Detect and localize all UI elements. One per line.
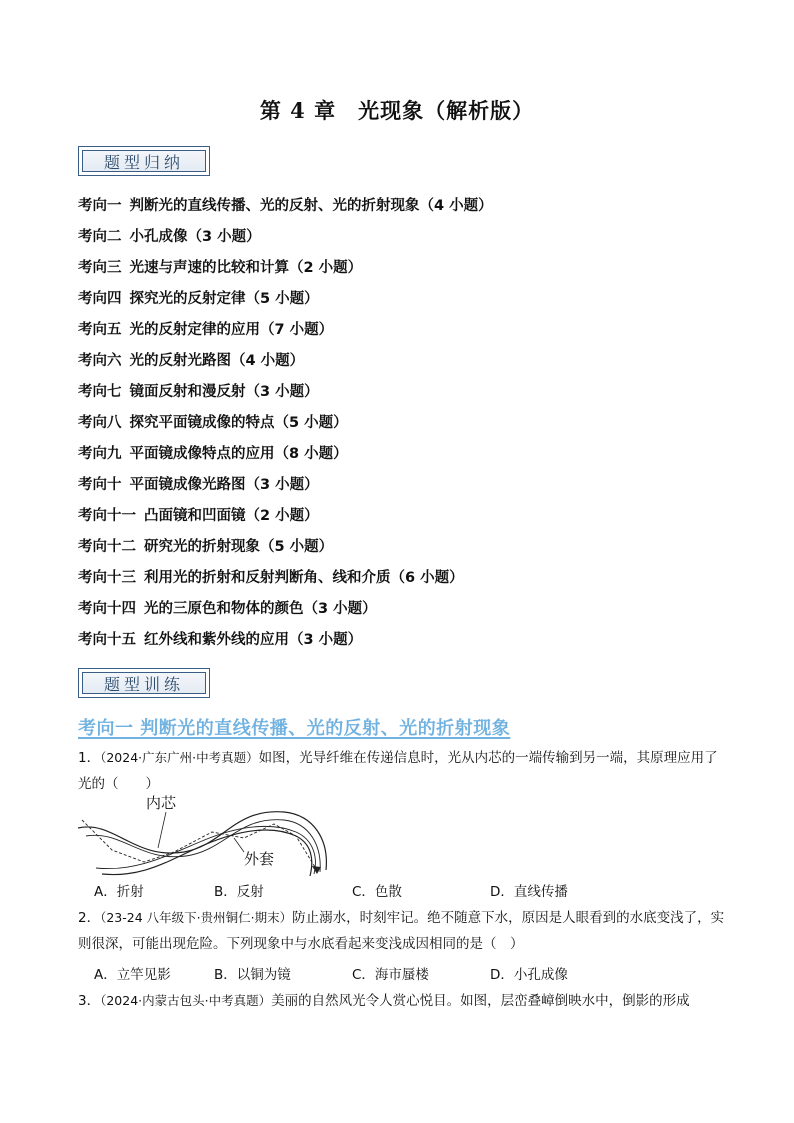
question-1-options [94,880,734,902]
option-a: A．立竿见影 [94,967,171,983]
question-source: （2024·内蒙古包头·中考真题） [100,993,272,1008]
option-d: D．小孔成像 [490,967,568,983]
topic-item: 考向十四 光的三原色和物体的颜色（3 小题） [78,601,377,617]
question-text: 美丽的自然风光令人赏心悦目。如图，层峦叠嶂倒映水中，倒影的形成 [271,993,690,1009]
topic-item: 考向二 小孔成像（3 小题） [78,229,261,245]
topic-item: 考向九 平面镜成像特点的应用（8 小题） [78,446,348,462]
question-source: （23-24 八年级下·贵州铜仁·期末） [100,910,293,925]
section-label-training [78,668,210,698]
option-c: C．色散 [352,884,402,900]
question-3 [78,988,728,1014]
topic-item: 考向五 光的反射定律的应用（7 小题） [78,322,334,338]
question-source: （2024·广东广州·中考真题） [100,750,259,765]
topic-item: 考向十 平面镜成像光路图（3 小题） [78,477,319,493]
page-title: 第 4 章 光现象（解析版） [259,98,535,123]
topic-list [78,194,493,659]
topic-item: 考向七 镜面反射和漫反射（3 小题） [78,384,319,400]
topic-item: 考向六 光的反射光路图（4 小题） [78,353,305,369]
fiber-outer-edge-bottom [102,830,312,876]
section-label-summary-text: 题型归纳 [82,150,206,172]
question-number: 3． [78,993,101,1009]
question-number: 1． [78,750,101,766]
option-c: C．海市蜃楼 [352,967,429,983]
question-2-options [94,963,734,985]
light-arrow-icon [312,866,321,874]
core-label: 内芯 [146,794,177,812]
question-number: 2． [78,910,101,926]
sheath-label: 外套 [244,850,275,868]
section-label-training-text: 题型训练 [82,672,206,694]
topic-item: 考向十三 利用光的折射和反射判断角、线和介质（6 小题） [78,570,464,586]
topic-item: 考向八 探究平面镜成像的特点（5 小题） [78,415,348,431]
question-text: 防止溺水，时刻牢记。绝不随意下水，原因是人眼看到的水底变浅了，实则很深，可能出现危险。下列现象中与水底看起来变浅成因相同的是（ ） [78,910,725,952]
option-a: A．折射 [94,884,144,900]
optical-fiber-figure [74,790,374,880]
question-2 [78,905,728,957]
topic-item: 考向十一 凸面镜和凹面镜（2 小题） [78,508,319,524]
sheath-label-pointer [234,838,244,852]
core-label-pointer [158,812,166,848]
section-heading: 考向一 判断光的直线传播、光的反射、光的折射现象 [78,718,511,739]
option-b: B．以铜为镜 [214,967,291,983]
question-text: 如图，光导纤维在传递信息时，光从内芯的一端传输到另一端，其原理应用了光的（ ） [78,750,718,792]
option-d: D．直线传播 [490,884,568,900]
section-label-summary [78,146,210,176]
topic-item: 考向十五 红外线和紫外线的应用（3 小题） [78,632,363,648]
topic-item: 考向三 光速与声速的比较和计算（2 小题） [78,260,363,276]
option-b: B．反射 [214,884,264,900]
topic-item: 考向一 判断光的直线传播、光的反射、光的折射现象（4 小题） [78,198,493,214]
topic-item: 考向十二 研究光的折射现象（5 小题） [78,539,334,555]
topic-item: 考向四 探究光的反射定律（5 小题） [78,291,319,307]
